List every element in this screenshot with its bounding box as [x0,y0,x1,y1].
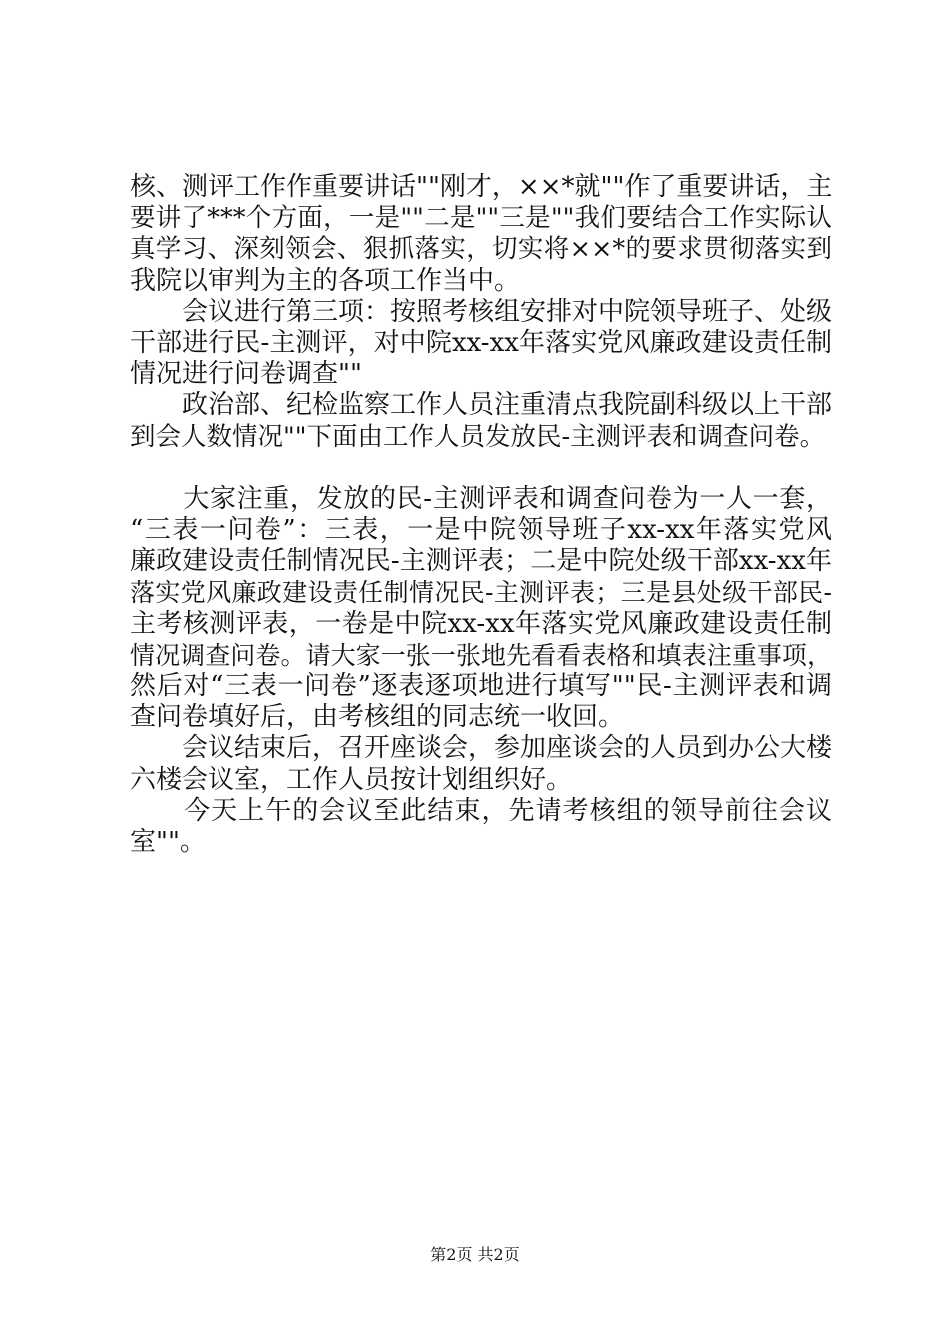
text-line: 落实党风廉政建设责任制情况民-主测评表；三是县处级干部民- [130,578,832,608]
text-line: 情况进行问卷调查"" [130,359,362,390]
text-line: 核、测评工作作重要讲话""刚才，××*就""作了重要讲话，主 [130,172,833,202]
text-line: 到会人数情况""下面由工作人员发放民-主测评表和调查问卷。 [130,421,826,452]
paragraph-3 [130,390,832,452]
paragraph-1 [130,172,832,297]
text-line: 大家注重，发放的民-主测评表和调查问卷为一人一套， [130,483,832,514]
text-line: 干部进行民-主测评，对中院xx-xx年落实党风廉政建设责任制 [130,327,832,358]
paragraph-6 [130,796,832,858]
text-line: 主考核测评表，一卷是中院xx-xx年落实党风廉政建设责任制 [130,608,832,639]
text-line: 真学习、深刻领会、狠抓落实，切实将××*的要求贯彻落实到 [130,234,832,265]
text-line: 今天上午的会议至此结束，先请考核组的领导前往会议 [130,795,832,826]
page-number-footer: 第2页 共2页 [430,1245,520,1264]
text-line: 会议进行第三项：按照考核组安排对中院领导班子、处级 [130,296,833,327]
paragraph-5 [130,733,832,795]
text-line: 要讲了***个方面，一是""二是""三是""我们要结合工作实际认 [130,203,832,234]
text-line: “三表一问卷”：三表，一是中院领导班子xx-xx年落实党风 [130,515,832,546]
text-line: 廉政建设责任制情况民-主测评表；二是中院处级干部xx-xx年 [130,546,832,577]
text-line: 然后对“三表一问卷”逐表逐项地进行填写""民-主测评表和调 [130,671,832,701]
text-line: 室""。 [130,826,206,857]
text-line: 会议结束后，召开座谈会，参加座谈会的人员到办公大楼 [130,733,833,764]
document-body [130,172,832,858]
paragraph-4 [130,484,832,734]
text-line: 查问卷填好后，由考核组的同志统一收回。 [130,702,625,733]
text-line: 情况调查问卷。请大家一张一张地先看看表格和填表注重事项， [130,640,832,670]
paragraph-gap [130,453,832,484]
paragraph-2 [130,297,832,391]
text-line: 六楼会议室，工作人员按计划组织好。 [130,764,573,795]
text-line: 我院以审判为主的各项工作当中。 [130,265,521,296]
text-line: 政治部、纪检监察工作人员注重清点我院副科级以上干部 [130,390,833,421]
